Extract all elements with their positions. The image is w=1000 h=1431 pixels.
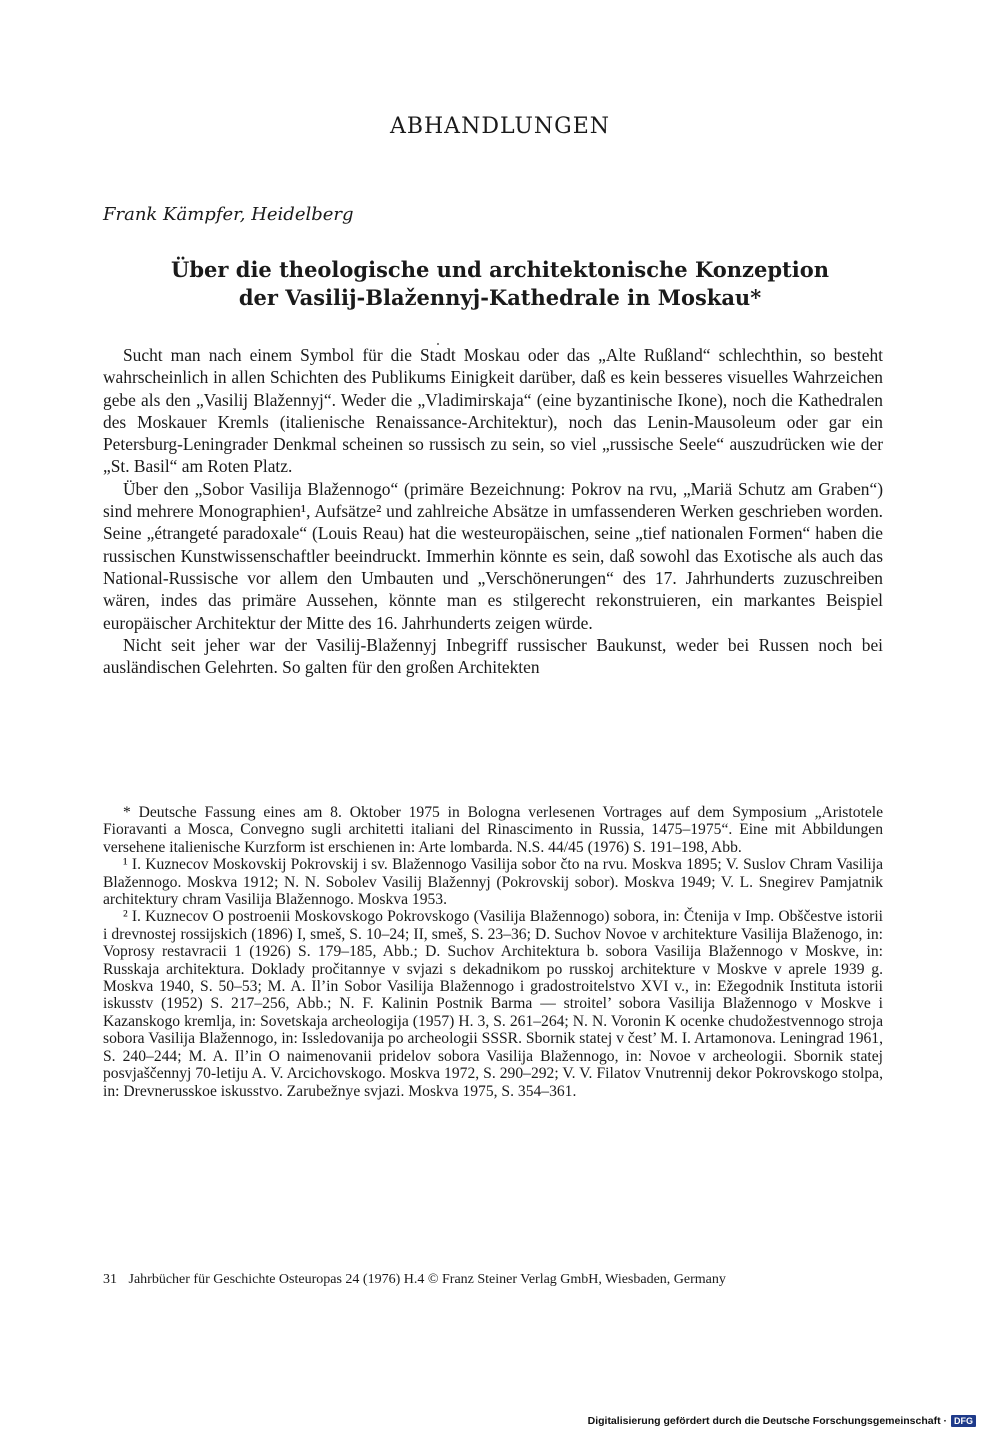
page-number: 31 <box>103 1272 117 1287</box>
article-title <box>0 256 1000 312</box>
body-text <box>103 344 883 678</box>
page-footer <box>103 1272 883 1288</box>
section-heading: ABHANDLUNGEN <box>389 114 611 139</box>
paragraph-1: Sucht man nach einem Symbol für die Stadt Moskau oder das „Alte Rußland“ schlechthin, so besteht wahrscheinlich in allen Schichten des Publikums Einigkeit darüber, daß es kein besseres visuelles Wahrzeichen gebe als den „Vasilij Blažennyj“. Weder die „Vladimirskaja“ (eine byzantinische Ikone), noch die Kathedralen des Moskauer Kremls (italienische Renaissance-Architektur), noch das Lenin-Mausoleum oder gar ein Petersburg-Leningrader Denkmal scheinen so russisch zu sein, so viel „russische Seele“ auszudrücken wie der „St. Basil“ am Roten Platz. <box>103 345 883 477</box>
paragraph-3: Nicht seit jeher war der Vasilij-Blažennyj Inbegriff russischer Baukunst, weder bei Russen noch bei ausländischen Gelehrten. So galten für den großen Architekten <box>103 634 883 678</box>
dfg-logo-icon: DFG <box>951 1415 976 1427</box>
author-line: Frank Kämpfer, Heidelberg <box>103 204 354 225</box>
journal-citation: Jahrbücher für Geschichte Osteuropas 24 (1976) H.4 © Franz Steiner Verlag GmbH, Wiesbaden, Germany <box>128 1272 726 1287</box>
footnote-star: * Deutsche Fassung eines am 8. Oktober 1975 in Bologna verlesenen Vortrages auf dem Symposium „Aristotele Fioravanti a Mosca, Convegno sugli architetti italiani del Rinascimento in Russia, 1475–1975“. Eine mit Abbildungen versehene italienische Kurzform ist erschienen in: Arte lombarda. N.S. 44/45 (1976) S. 191–198, Abb. <box>103 804 883 856</box>
digitization-text: Digitalisierung gefördert durch die Deutsche Forschungsgemeinschaft · <box>587 1415 947 1427</box>
title-line-2: der Vasilij-Blažennyj-Kathedrale in Moskau* <box>238 285 762 310</box>
footnote-2: ² I. Kuznecov O postroenii Moskovskogo Pokrovskogo (Vasilija Blažennogo) sobora, in: Čtenija v Imp. Obščestve istorii i drevnostej rossijskich (1896) I, smeš, S. 10–24; II, smeš, S. 23–36; D. Suchov Novoe v architekture Vasilija Blaženogo, in: Voprosy restavracii 1 (1926) S. 179–185, Abb.; D. Suchov Architektura b. sobora Vasilija Blažennogo v Moskve, in: Russkaja architektura. Doklady pročitannye v svjazi s dekadnikom po russkoj architekture v Moskve v aprele 1939 g. Moskva 1940, S. 50–53; M. A. Il’in Sobor Vasilija Blažennogo i gradostroitelstvo XVI v., in: Ežegodnik Instituta istorii iskusstv (1952) S. 217–256, Abb.; N. F. Kalinin Postnik Barma — stroitel’ sobora Vasilija Blažennogo v Moskve i Kazanskogo kremlja, in: Sovetskaja archeologija (1957) H. 3, S. 261–264; N. N. Voronin K ocenke chudožestvennogo stroja sobora Vasilija Blažennogo, in: Issledovanija po archeologii SSSR. Sbornik statej v čest’ M. I. Artamonova. Leningrad 1961, S. 240–244; M. A. Il’in O naimenovanii pridelov sobora Vasilija Blažennogo, in: Novoe v archeologii. Sbornik statej posvjaščennyj 70-letiju A. V. Arcichovskogo. Moskva 1972, S. 290–292; V. V. Filatov Vnutrennij dekor Pokrovskogo stolpa, in: Drevnerusskoe iskusstvo. Zarubežnye svjazi. Moskva 1975, S. 354–361. <box>103 908 883 1100</box>
paragraph-2: Über den „Sobor Vasilija Blažennogo“ (primäre Bezeichnung: Pokrov na rvu, „Mariä Schutz am Graben“) sind mehrere Monographien¹, Aufsätze² und zahlreiche Absätze in umfassenderen Werken geschrieben worden. Seine „étrangeté paradoxale“ (Louis Reau) hat die westeuropäischen, seine „tief nationalen Formen“ haben die russischen Kunstwissenschaftler beeindruckt. Immerhin könnte es sein, daß sowohl das Exotische als auch das National-Russische vor allem den Umbauten und „Verschönerungen“ des 17. Jahrhunderts zuzuschreiben wären, indes das primäre Aussehen, könnte man es stilgerecht rekonstruieren, ein markantes Beispiel europäischer Architektur der Mitte des 16. Jahrhunderts zeigen würde. <box>103 478 883 633</box>
footnote-1: ¹ I. Kuznecov Moskovskij Pokrovskij i sv. Blažennogo Vasilija sobor čto na rvu. Moskva 1895; V. Suslov Chram Vasilija Blažennogo. Moskva 1912; N. N. Sobolev Vasilij Blažennyj (Pokrovskij sobor). Moskva 1949; V. L. Snegirev Pamjatnik architektury chram Vasilija Blažennogo. Moskva 1953. <box>103 856 883 909</box>
footnotes <box>103 804 883 1100</box>
title-line-1: Über die theologische und architektonische Konzeption <box>171 257 829 282</box>
digitization-notice <box>588 1415 976 1427</box>
